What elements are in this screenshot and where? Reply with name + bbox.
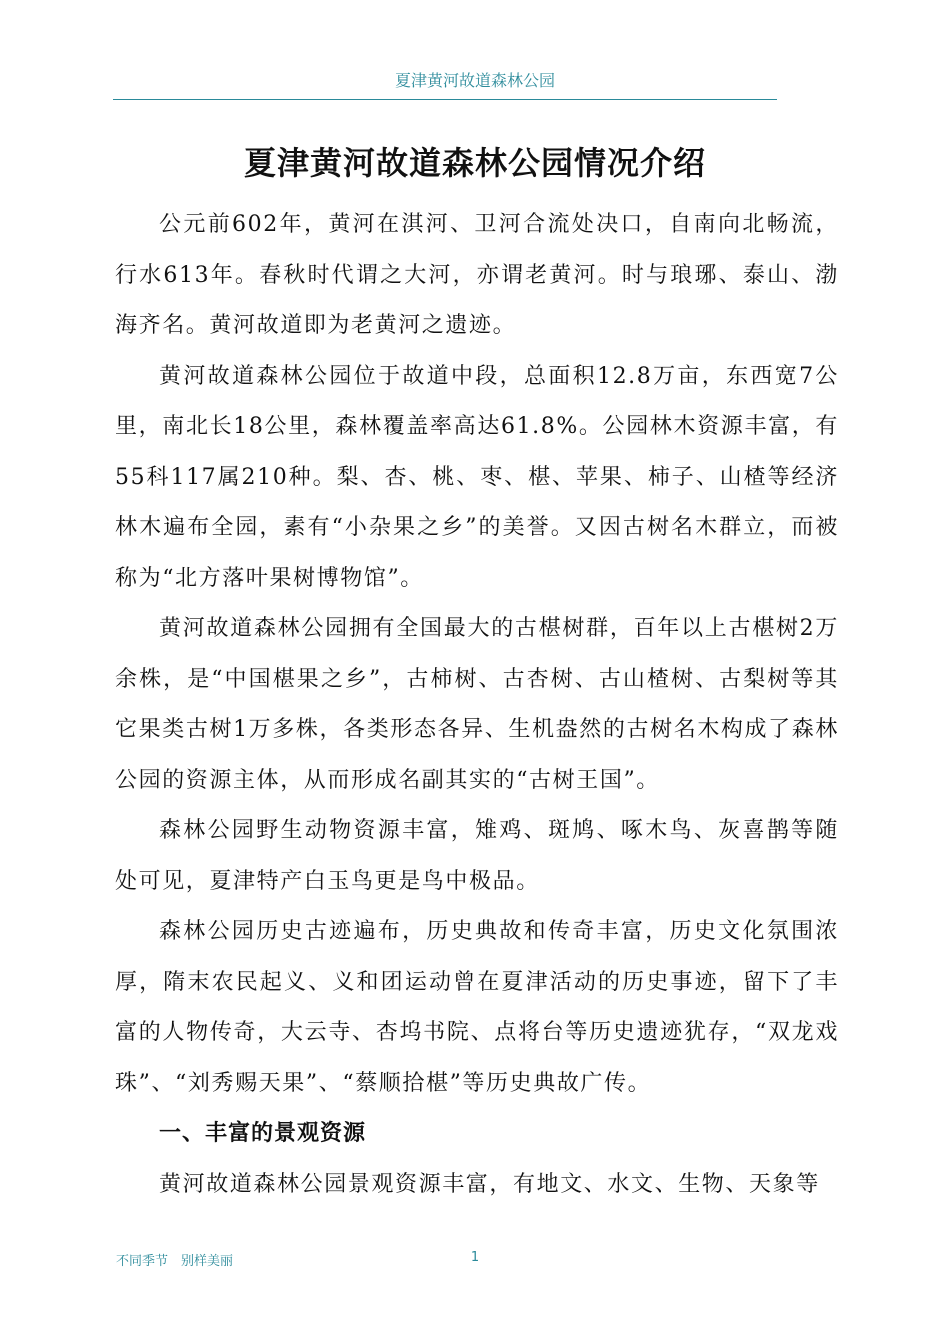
paragraph-history: 公元前602年，黄河在淇河、卫河合流处决口，自南向北畅流，行水613年。春秋时代谓之大河，亦谓老黄河。时与琅琊、泰山、渤海齐名。黄河故道即为老黄河之遗迹。	[115, 212, 839, 338]
page-number: 1	[470, 1250, 480, 1265]
document-title: 夏津黄河故道森林公园情况介绍	[243, 144, 706, 182]
paragraph-culture: 森林公园历史古迹遍布，历史典故和传奇丰富，历史文化氛围浓厚，隋末农民起义、义和团运动曾在夏津活动的历史事迹，留下了丰富的人物传奇，大云寺、杏坞书院、点将台等历史遗迹犹存，“双龙戏珠”、“刘秀赐天果”、“蔡顺拾椹”等历史典故广传。	[115, 919, 839, 1096]
paragraph-overview: 黄河故道森林公园位于故道中段，总面积12.8万亩，东西宽7公里，南北长18公里，森林覆盖率高达61.8%。公园林木资源丰富，有55科117属210种。梨、杏、桃、枣、椹、苹果、柿子、山楂等经济林木遍布全园，素有“小杂果之乡”的美誉。又因古树名木群立，而被称为“北方落叶果树博物馆”。	[115, 363, 839, 591]
paragraph-landscape: 黄河故道森林公园景观资源丰富，有地文、水文、生物、天象等	[159, 1171, 820, 1197]
running-header: 夏津黄河故道森林公园	[394, 71, 555, 90]
document-body	[115, 200, 839, 1210]
footer-slogan: 不同季节 别样美丽	[116, 1254, 234, 1269]
paragraph-ancient-trees: 黄河故道森林公园拥有全国最大的古椹树群，百年以上古椹树2万余株，是“中国椹果之乡”，古柿树、古杏树、古山楂树、古梨树等其它果类古树1万多株，各类形态各异、生机盎然的古树名木构成了森林公园的资源主体，从而形成名副其实的“古树王国”。	[115, 616, 839, 793]
section-heading: 一、丰富的景观资源	[159, 1121, 367, 1146]
header-divider	[113, 99, 777, 100]
paragraph-wildlife: 森林公园野生动物资源丰富，雉鸡、斑鸠、啄木鸟、灰喜鹊等随处可见，夏津特产白玉鸟更是鸟中极品。	[115, 818, 839, 894]
